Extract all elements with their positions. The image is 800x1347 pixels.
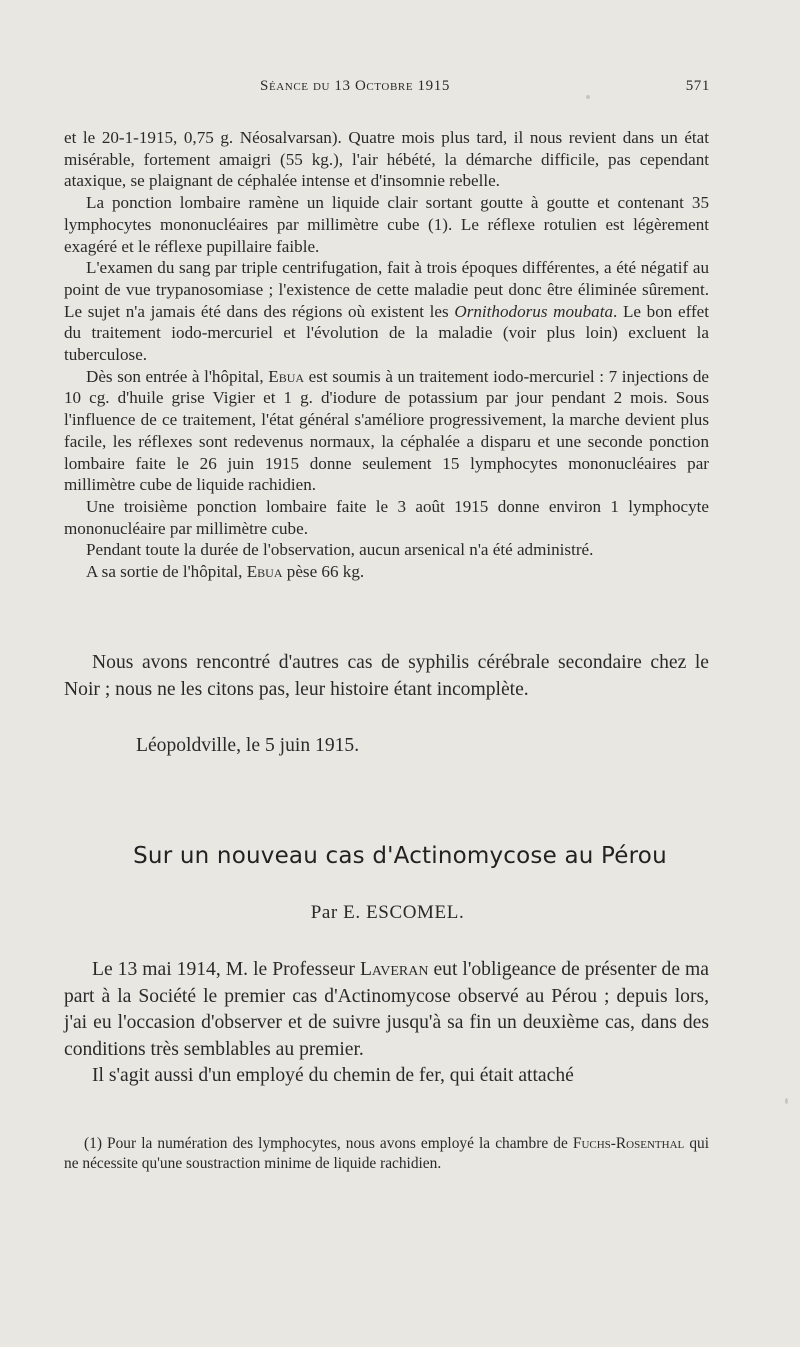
case-paragraph: Une troisième ponction lombaire faite le 3 août 1915 donne environ 1 lymphocyte mononucléaire par millimètre cube. [64, 496, 709, 538]
article-paragraph: Il s'agit aussi d'un employé du chemin de fer, qui était attaché [92, 1065, 574, 1086]
patient-name: Ebua [268, 366, 305, 386]
article-author: Par E. ESCOMEL. [310, 902, 465, 923]
case-text: L'examen du sang par triple centrifugation, fait à trois époques différentes, a été négatif au point de vue trypanosomiase ; l'existence de cette maladie peut donc être éliminée sûrement. Le sujet n'a jamais été dans des régions où existent les [64, 258, 709, 321]
case-paragraph [64, 561, 709, 583]
case-report [64, 127, 709, 583]
footnote-body: qui ne nécessite qu'une soustraction minime de liquide rachidien. [64, 1135, 709, 1173]
article-text: Le 13 mai 1914, M. le Professeur [92, 959, 355, 980]
case-text: pèse 66 kg. [286, 562, 365, 582]
footnote [64, 1134, 709, 1175]
footnote-body: Pour la numération des lymphocytes, nous avons employé la chambre de [107, 1135, 568, 1152]
footnote-marker: (1) [84, 1135, 102, 1152]
case-paragraph [64, 257, 709, 366]
page-number: 571 [685, 78, 710, 94]
paper-speck [785, 1098, 788, 1104]
chamber-name: Fuchs-Rosenthal [572, 1135, 685, 1152]
article-paragraph [64, 957, 709, 1063]
case-paragraph: Pendant toute la durée de l'observation, aucun arsenical n'a été administré. [86, 540, 594, 560]
patient-name: Ebua [246, 562, 283, 582]
conclusion [64, 650, 709, 703]
species-name: Ornithodorus moubata [454, 301, 613, 321]
paper-speck [586, 95, 590, 99]
case-paragraph [64, 366, 709, 496]
professor-name: Laveran [359, 959, 429, 980]
case-paragraph: La ponction lombaire ramène un liquide clair sortant goutte à goutte et contenant 35 lymphocytes mononucléaires par millimètre cube (1). Le réflexe rotulien est légèrement exagéré et le réflexe pupillaire faible. [64, 193, 709, 256]
article-title: Sur un nouveau cas d'Actinomycose au Pérou [133, 843, 667, 869]
article-text: eut l'obligeance de présenter de ma part à la Société le premier cas d'Actinomycose observé au Pérou ; depuis lors, j'ai eu l'occasion d'observer et de suivre jusqu'à sa fin un deuxième cas, dans des conditions très semblables au premier. [64, 959, 709, 1060]
page-header [60, 78, 710, 102]
case-text: . Le bon effet du traitement iodo-mercuriel et l'évolution de la maladie (voir plus loin) excluent la tuberculose. [64, 301, 710, 365]
conclusion-text: Nous avons rencontré d'autres cas de syphilis cérébrale secondaire chez le Noir ; nous ne les citons pas, leur histoire étant incomplète. [64, 652, 709, 700]
article-body [64, 957, 709, 1090]
case-text: est soumis à un traitement iodo-mercuriel : 7 injections de 10 cg. d'huile grise Vigier et 1 g. d'iodure de potassium par jour pendant 2 mois. Sous l'influence de ce traitement, l'état général s'améliore progressivement, la marche devient plus facile, les réflexes sont redevenus normaux, la céphalée a disparu et une seconde ponction lombaire faite le 26 juin 1915 donne seulement 15 lymphocytes mononucléaires par millimètre cube de liquide rachidien. [64, 366, 709, 495]
case-text: A sa sortie de l'hôpital, [86, 562, 243, 582]
place-date: Léopoldville, le 5 juin 1915. [136, 735, 360, 756]
footnote-text [64, 1134, 709, 1175]
case-text: Dès son entrée à l'hôpital, [86, 366, 264, 386]
case-paragraph: et le 20-1-1915, 0,75 g. Néosalvarsan). Quatre mois plus tard, il nous revient dans un état misérable, fortement amaigri (55 kg.), l'air hébété, la démarche difficile, pas cependant ataxique, se plaignant de céphalée intense et d'insomnie rebelle. [64, 128, 709, 191]
running-title: Séance du 13 Octobre 1915 [260, 78, 450, 94]
